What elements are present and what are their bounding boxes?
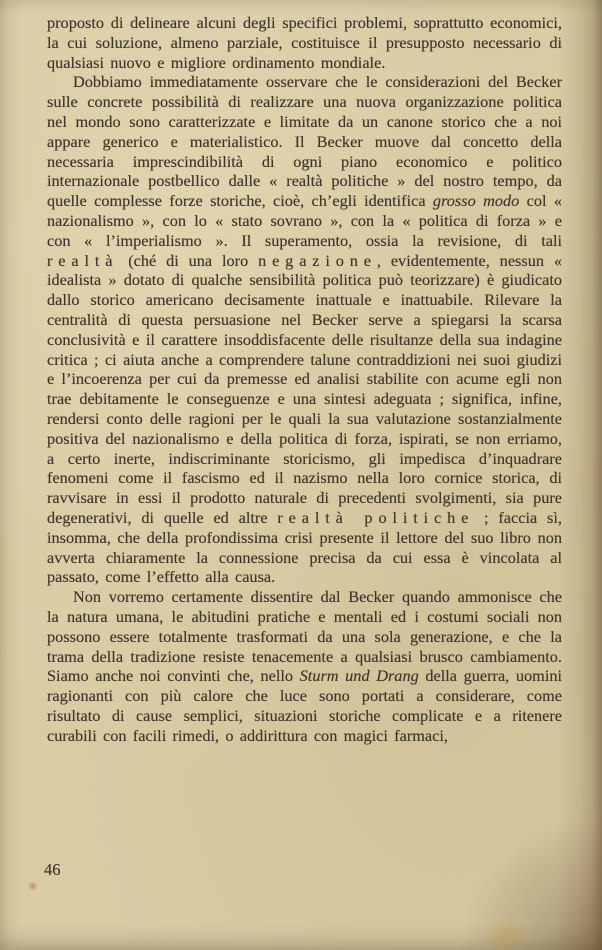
body-text: col « nazionalismo », con lo « stato sovrano », con la « politica di forza » e con « l’imperialismo ». Il superamento, ossia la revisione, di tali — [47, 191, 562, 250]
paragraph — [47, 13, 562, 72]
body-text: Non vorremo certamente dissentire dal Becker quando ammonisce che la natura umana, le abitudini pratiche e mentali ed i costumi sociali non possono essere totalmente trasformati da una sola generazione, e che la trama della tradizione resiste tenacemente a qualsiasi brusco cambiamento. Siamo anche noi convinti che, nello — [47, 587, 562, 686]
body-text: ; faccia sì, insomma, che della profondissima crisi presente il lettore del suo libro non avverta chiaramente la connessione precisa da cui essa è vincolata al passato, come l’effetto alla causa. — [47, 507, 562, 587]
body-text: , evidentemente, nessun « idealista » dotato di qualche sensibilità politica può teorizzare) è giudicato dallo storico americano decisamente inattuale e inattuabile. Rilevare la centralità di questa persuasione nel Becker serve a spiegarsi la scarsa conclusività e il carattere insoddisfacente delle risultanze della sua indagine critica ; ci aiuta anche a comprendere talune contraddizioni nei suoi giudizi e l’incoerenza per cui da premesse ed analisi stabilite con acume egli non trae debitamente le conseguenze e una sintesi adeguata ; significa, infine, rendersi conto delle ragioni per le quali la sua valutazione sostanzialmente positiva del nazionalismo e della politica di forza, ispirati, se non erriamo, a certo inerte, indiscriminante storicismo, gli impedisca d’inquadrare fenomeni come il fascismo ed il nazismo nella loro cornice storica, di ravvisare in essi il prodotto naturale di precedenti svolgimenti, sia pure degenerativi, di quelle ed altre — [47, 250, 563, 527]
italic-text: Sturm und Drang — [299, 666, 419, 686]
body-text: della guerra, uomini ragionanti con più calore che luce sono portati a considerare, come risultato di cause semplici, situazioni storiche complicate e a ritenere curabili con facili rimedi, o addirittura con magici farmaci, — [47, 666, 563, 745]
letterspaced-text: negazione — [258, 250, 377, 270]
paragraph — [47, 587, 562, 745]
body-text: (ché di una loro — [118, 250, 259, 270]
letterspaced-text: realtà — [47, 250, 119, 270]
body-text: proposto di delineare alcuni degli specifici problemi, soprattutto economici, la cui soluzione, almeno parziale, costituisce il presupposto necessario di qualsiasi nuovo e migliore ordinamento mondiale. — [47, 13, 562, 72]
page-text-block — [47, 13, 562, 745]
letterspaced-text: realtà politiche — [277, 507, 475, 527]
italic-text: grosso modo — [432, 191, 520, 211]
page-number: 46 — [44, 860, 61, 879]
body-text: Dobbiamo immediatamente osservare che le considerazioni del Becker sulle concrete possibilità di realizzare una nuova organizzazione politica nel mondo sono caratterizzate e limitate da un canone storico che a noi appare generico e materialistico. Il Becker muove dal concetto della necessaria imprescindibilità di ogni piano economico e politico internazionale postbellico dalle « realtà politiche » del nostro tempo, da quelle complesse forze storiche, cioè, ch’egli identifica — [47, 72, 562, 211]
paragraph — [47, 72, 562, 587]
